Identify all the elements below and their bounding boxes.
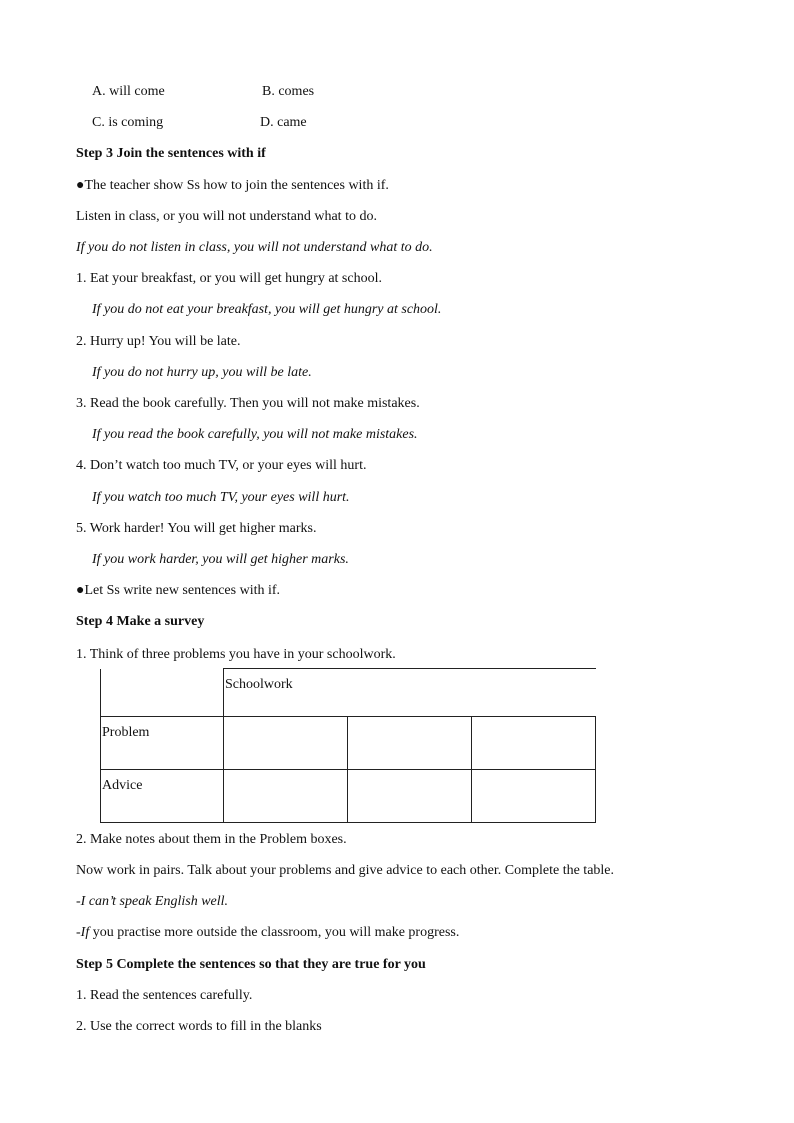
option-d: D. came [260,115,307,130]
table-header-schoolwork: Schoolwork [224,669,596,717]
step4-item-1: 1. Think of three problems you have in your schoolwork. [76,647,396,662]
step5-item-2: 2. Use the correct words to fill in the blanks [76,1019,322,1034]
step3-item-4-question: 4. Don’t watch too much TV, or your eyes will hurt. [76,458,367,473]
step3-item-2-question: 2. Hurry up! You will be late. [76,334,241,349]
step3-item-2-answer: If you do not hurry up, you will be late. [92,365,312,380]
step3-bullet-teacher: ●The teacher show Ss how to join the sentences with if. [76,178,389,193]
step3-example-answer: If you do not listen in class, you will not understand what to do. [76,240,433,255]
dialog-advice-rest: you practise more outside the classroom, you will make progress. [89,925,460,940]
step3-heading: Step 3 Join the sentences with if [76,146,266,161]
table-row-label-problem: Problem [101,717,224,770]
step4-heading: Step 4 Make a survey [76,614,205,629]
step4-dialog-advice [76,924,459,942]
step3-item-5-question: 5. Work harder! You will get higher marks. [76,521,317,536]
step3-item-1-answer: If you do not eat your breakfast, you will get hungry at school. [92,302,442,317]
step3-item-4-answer: If you watch too much TV, your eyes will hurt. [92,490,350,505]
survey-table [100,668,596,823]
option-b: B. comes [262,84,315,99]
step5-item-1: 1. Read the sentences carefully. [76,988,253,1003]
table-cell[interactable] [472,770,596,823]
table-row-label-advice: Advice [101,770,224,823]
option-a: A. will come [92,84,165,99]
table-row [101,669,596,717]
step3-item-5-answer: If you work harder, you will get higher marks. [92,552,349,567]
table-cell[interactable] [224,770,348,823]
step3-item-3-question: 3. Read the book carefully. Then you will not make mistakes. [76,396,420,411]
step5-heading: Step 5 Complete the sentences so that they are true for you [76,957,426,972]
table-corner-cell [101,669,224,717]
step4-item-2: 2. Make notes about them in the Problem boxes. [76,832,347,847]
table-row [101,717,596,770]
step4-pair-work: Now work in pairs. Talk about your problems and give advice to each other. Complete the table. [76,863,615,878]
table-cell[interactable] [348,770,472,823]
step3-example-question: Listen in class, or you will not understand what to do. [76,209,377,224]
option-c: C. is coming [92,115,164,130]
step4-dialog-problem: -I can’t speak English well. [76,894,229,909]
step3-bullet-students: ●Let Ss write new sentences with if. [76,583,281,598]
table-cell[interactable] [224,717,348,770]
dialog-advice-lead: -If [76,925,90,940]
table-cell[interactable] [472,717,596,770]
table-cell[interactable] [348,717,472,770]
step3-item-3-answer: If you read the book carefully, you will not make mistakes. [92,427,418,442]
table-row [101,770,596,823]
step3-item-1-question: 1. Eat your breakfast, or you will get hungry at school. [76,271,382,286]
